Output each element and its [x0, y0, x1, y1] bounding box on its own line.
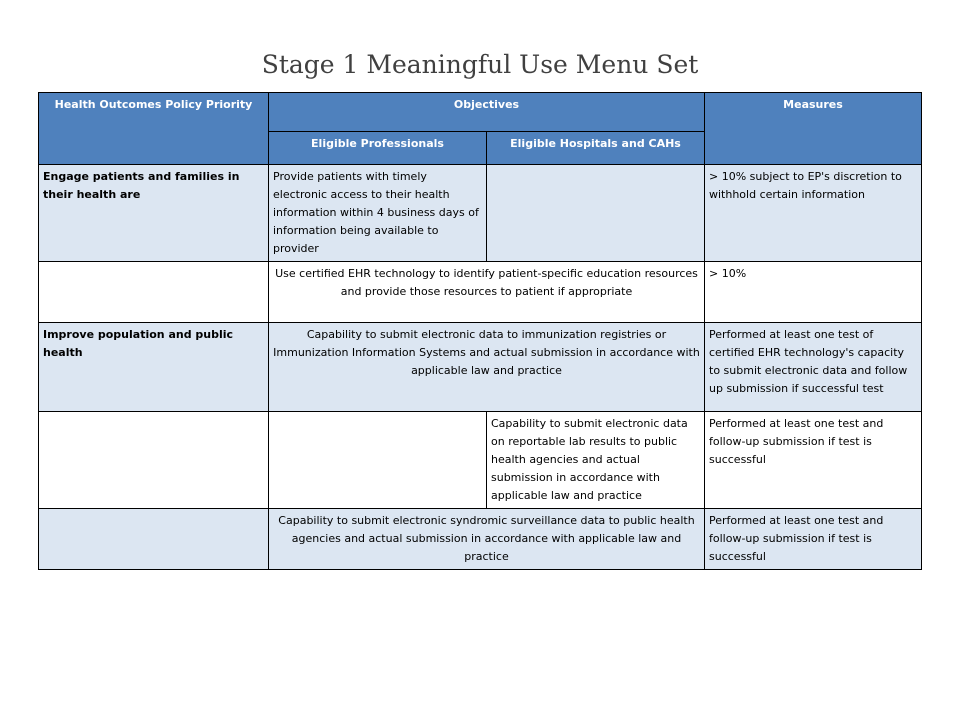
- menu-set-table: [38, 92, 922, 570]
- priority-cell: [39, 412, 269, 509]
- page-title: Stage 1 Meaningful Use Menu Set: [261, 50, 699, 79]
- priority-cell: [39, 509, 269, 570]
- table-row: [39, 412, 922, 509]
- measure-cell: > 10% subject to EP's discretion to withhold certain information: [705, 165, 922, 262]
- table-row: [39, 165, 922, 262]
- priority-cell: Improve population and public health: [39, 323, 269, 412]
- header-eligible-hospitals: Eligible Hospitals and CAHs: [487, 132, 705, 165]
- priority-cell: Engage patients and families in their health are: [39, 165, 269, 262]
- measure-cell: Performed at least one test and follow-up submission if test is successful: [705, 509, 922, 570]
- table-row: [39, 509, 922, 570]
- table-row: [39, 262, 922, 323]
- header-measures: Measures: [705, 93, 922, 165]
- measure-cell: > 10%: [705, 262, 922, 323]
- header-priority: Health Outcomes Policy Priority: [39, 93, 269, 165]
- eh-objective-cell: [487, 165, 705, 262]
- table-row: [39, 323, 922, 412]
- header-eligible-professionals: Eligible Professionals: [269, 132, 487, 165]
- header-objectives: Objectives: [269, 93, 705, 132]
- measure-cell: Performed at least one test of certified EHR technology's capacity to submit electronic data and follow up submission if successful test: [705, 323, 922, 412]
- priority-cell: [39, 262, 269, 323]
- eh-objective-cell: Capability to submit electronic data on reportable lab results to public health agencies and actual submission in accordance with applicable law and practice: [487, 412, 705, 509]
- ep-objective-cell: Provide patients with timely electronic access to their health information within 4 business days of information being available to provider: [269, 165, 487, 262]
- shared-objective-cell: Use certified EHR technology to identify patient-specific education resources and provide those resources to patient if appropriate: [269, 262, 705, 323]
- shared-objective-cell: Capability to submit electronic data to immunization registries or Immunization Information Systems and actual submission in accordance with applicable law and practice: [269, 323, 705, 412]
- measure-cell: Performed at least one test and follow-up submission if test is successful: [705, 412, 922, 509]
- shared-objective-cell: Capability to submit electronic syndromic surveillance data to public health agencies and actual submission in accordance with applicable law and practice: [269, 509, 705, 570]
- ep-objective-cell: [269, 412, 487, 509]
- table-header-row: [39, 93, 922, 132]
